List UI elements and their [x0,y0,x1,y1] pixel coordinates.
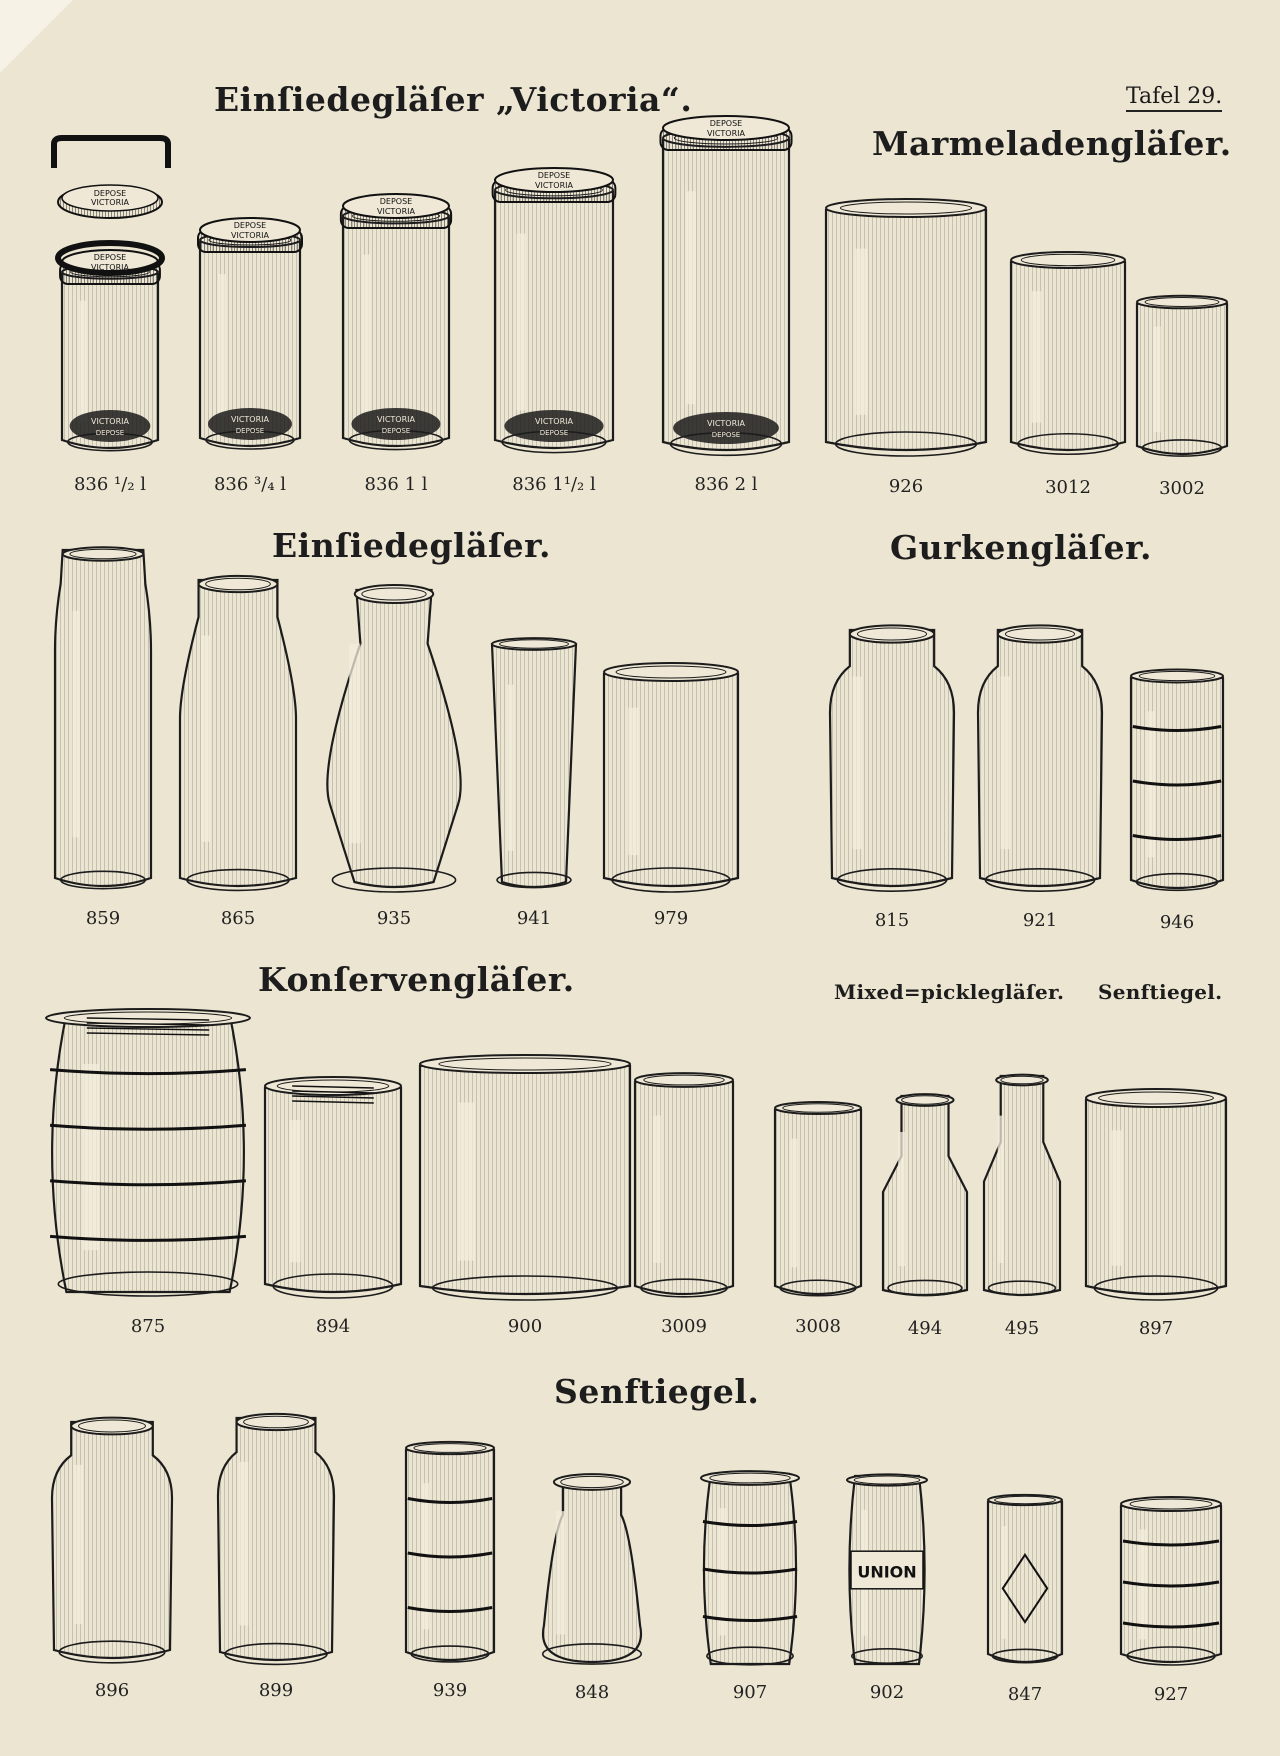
svg-text:DEPOSE: DEPOSE [93,189,127,198]
jar-illustration [830,625,954,891]
jar-item-number: 900 [507,1316,543,1337]
heading-preserve-jars: Konſervengläſer. [258,960,575,999]
jar-item-number: 3002 [1159,478,1205,499]
jar-item-number: 902 [869,1682,905,1703]
jar-item-number: 907 [732,1682,768,1703]
jar-illustration [218,1414,334,1665]
svg-text:DEPOSE: DEPOSE [95,429,125,437]
jar-item-number: 815 [874,910,910,931]
heading-pickle-jars: Gurkengläſer. [890,528,1152,567]
jar-item-number: 836 1¹/₂ l [512,474,596,495]
jar-item-number: 935 [376,908,412,929]
jar-illustration [1121,1497,1221,1665]
jar-illustration [984,1075,1060,1295]
jar-illustration [826,199,986,456]
svg-text:VICTORIA: VICTORIA [535,417,573,426]
svg-text:DEPOSE: DEPOSE [93,253,127,262]
jar-item-number: 848 [574,1682,610,1703]
jar-item-number: 927 [1153,1684,1189,1705]
jar-item-number: 865 [220,908,256,929]
jar-item-number: 926 [888,476,924,497]
heading-preserving-jars: Einſiedegläſer. [272,526,552,565]
jar-illustration [55,547,151,888]
svg-text:VICTORIA: VICTORIA [377,415,415,424]
jar-illustration [660,116,791,455]
jar-illustration [988,1495,1062,1663]
jar-item-number: 3008 [795,1316,841,1337]
jar-illustration [775,1102,861,1296]
svg-text:VICTORIA: VICTORIA [91,263,129,272]
jar-illustration [883,1094,967,1295]
svg-text:DEPOSE: DEPOSE [711,431,741,439]
jar-illustration [52,1418,172,1663]
jar-illustration [604,663,738,892]
jar-illustration [180,576,296,891]
svg-text:VICTORIA: VICTORIA [231,415,269,424]
jar-illustration [198,218,302,449]
svg-text:DEPOSE: DEPOSE [381,427,411,435]
jar-illustration [420,1055,630,1300]
jar-illustration [543,1474,642,1664]
jar-illustration [847,1474,927,1664]
heading-mustard-pots-small: Senftiegel. [1098,980,1223,1004]
jar-item-number: 896 [94,1680,130,1701]
jar-item-number: 939 [432,1680,468,1701]
jar-item-number: 941 [516,908,552,929]
jar-item-number: 495 [1004,1318,1040,1339]
svg-text:DEPOSE: DEPOSE [235,427,265,435]
jar-illustration [341,194,451,450]
jar-item-number: 897 [1138,1318,1174,1339]
jar-item-number: 899 [258,1680,294,1701]
svg-text:VICTORIA: VICTORIA [707,129,745,138]
jar-illustration [493,168,616,453]
jar-item-number: 894 [315,1316,351,1337]
plate-number: Tafel 29. [1126,84,1222,112]
svg-text:VICTORIA: VICTORIA [91,417,129,426]
jar-item-number: 3012 [1045,477,1091,498]
jar-illustration [978,625,1102,891]
jar-item-number: 979 [653,908,689,929]
svg-text:VICTORIA: VICTORIA [377,207,415,216]
jar-item-number: 847 [1007,1684,1043,1705]
svg-text:VICTORIA: VICTORIA [91,198,129,207]
svg-text:DEPOSE: DEPOSE [379,197,413,206]
jar-item-number: 836 ¹/₂ l [73,474,147,495]
jar-item-number: 836 1 l [364,474,428,495]
jar-item-number: 494 [907,1318,943,1339]
jar-illustration [46,1009,250,1296]
svg-text:VICTORIA: VICTORIA [535,181,573,190]
svg-text:UNION: UNION [857,1562,917,1582]
heading-mixed-pickle-jars: Mixed=pickleglӓſer. [834,980,1065,1004]
jar-item-number: 3009 [661,1316,707,1337]
svg-text:VICTORIA: VICTORIA [231,231,269,240]
heading-mustard-pots: Senftiegel. [554,1372,760,1411]
svg-text:DEPOSE: DEPOSE [233,221,267,230]
jar-item-number: 859 [85,908,121,929]
jar-illustration [1131,670,1223,891]
jar-illustration [492,638,576,887]
svg-text:DEPOSE: DEPOSE [537,171,571,180]
jar-item-number: 921 [1022,910,1058,931]
jar-illustration [635,1073,733,1297]
jar-illustration [1011,252,1125,454]
svg-text:VICTORIA: VICTORIA [707,419,745,428]
svg-text:DEPOSE: DEPOSE [539,429,569,437]
jar-illustration [1086,1089,1226,1300]
jar-illustration [327,585,460,892]
heading-victoria-preserving-jars: Einſiedegläſer „Victoria“. [214,80,693,119]
jar-illustration [60,250,160,451]
jar-item-number: 836 ³/₄ l [213,474,287,495]
jar-illustration [1137,296,1227,456]
jar-item-number: 875 [130,1316,166,1337]
jar-item-number: 946 [1159,912,1195,933]
svg-text:DEPOSE: DEPOSE [709,119,743,128]
jar-item-number: 836 2 l [694,474,758,495]
jar-illustration [406,1442,494,1662]
jar-illustration [265,1077,401,1298]
jar-illustration [701,1471,799,1665]
heading-jam-jars: Marmeladengläſer. [872,124,1232,163]
